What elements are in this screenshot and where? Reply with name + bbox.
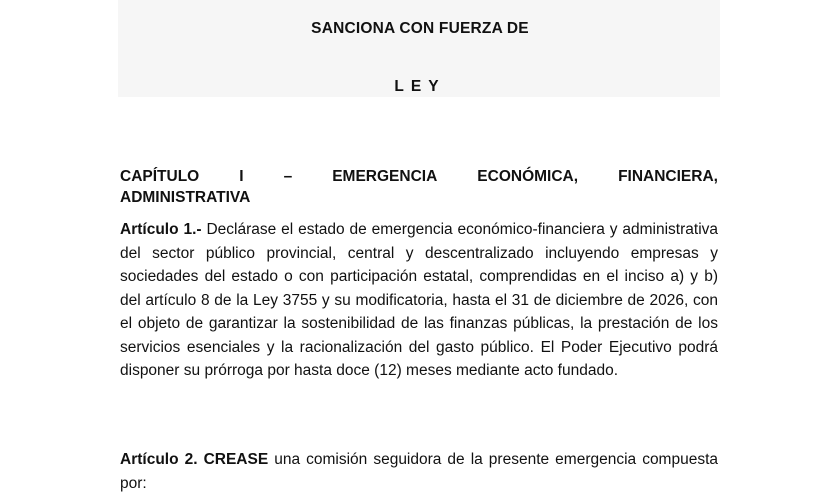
article-1-label: Artículo 1.- [120, 221, 202, 238]
chapter-word: ECONÓMICA, [477, 168, 579, 185]
chapter-title-line-1 [120, 166, 718, 187]
chapter-title-line-2: ADMINISTRATIVA [120, 189, 251, 206]
chapter-word: FINANCIERA, [618, 168, 718, 185]
chapter-word: CAPÍTULO [120, 168, 200, 185]
enactment-heading: SANCIONA CON FUERZA DE [311, 20, 529, 37]
article-2 [120, 448, 718, 495]
chapter-title [120, 166, 718, 208]
chapter-word: EMERGENCIA [332, 168, 438, 185]
article-2-text: una comisión seguidora de la presente emergencia compuesta por: [120, 451, 719, 492]
chapter-dash: – [283, 168, 293, 185]
article-1-text: Declárase el estado de emergencia económico-financiera y administrativa del sector público provincial, central y descentralizado incluyendo empresas y sociedades del estado o con participación estatal, comprendidas en el inciso a) y b) del artículo 8 de la Ley 3755 y su modificatoria, hasta el 31 de diciembre de 2026, con el objeto de garantizar la sostenibilidad de las finanzas públicas, la prestación de los servicios esenciales y la racionalización del gasto público. El Poder Ejecutivo podrá disponer su prórroga por hasta doce (12) meses mediante acto fundado. [120, 221, 719, 379]
article-2-keyword: CREASE [203, 451, 269, 468]
article-2-label: Artículo 2. [120, 451, 198, 468]
law-title: LEY [394, 78, 446, 95]
chapter-number: I [239, 168, 244, 185]
article-1 [120, 218, 718, 383]
